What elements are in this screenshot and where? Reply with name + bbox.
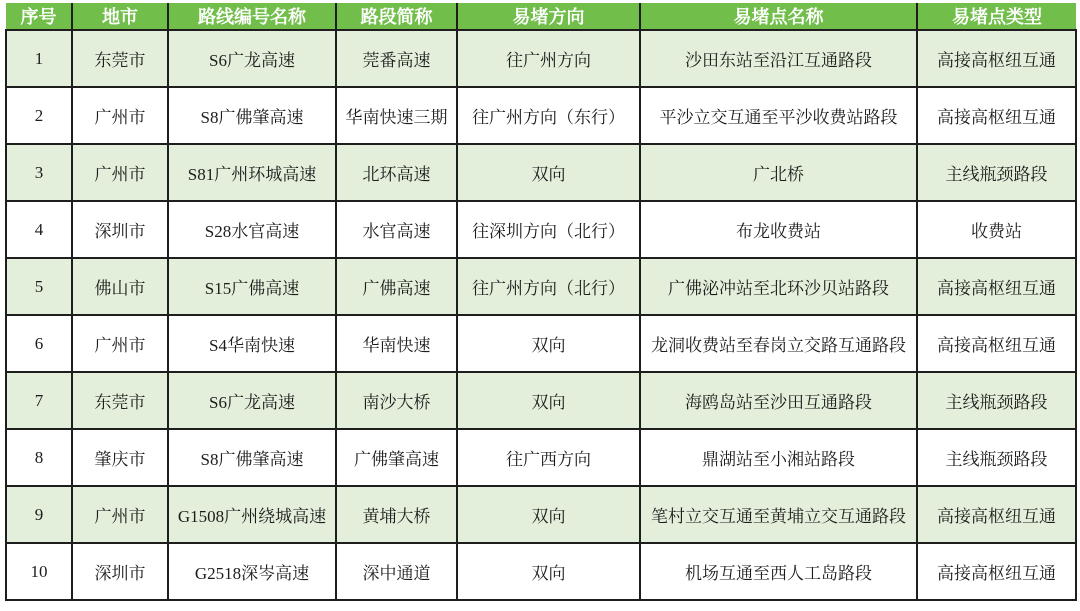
table-cell: S81广州环城高速	[168, 144, 336, 201]
table-cell: 广州市	[72, 87, 168, 144]
table-cell: 华南快速三期	[336, 87, 457, 144]
table-cell: 龙洞收费站至春岗立交路互通路段	[640, 315, 917, 372]
table-row	[6, 258, 1076, 315]
table-cell: 7	[6, 372, 72, 429]
table-cell: S28水官高速	[168, 201, 336, 258]
table-cell: G2518深岑高速	[168, 543, 336, 600]
table-cell: 6	[6, 315, 72, 372]
table-cell: 笔村立交互通至黄埔立交互通路段	[640, 486, 917, 543]
table-cell: 收费站	[917, 201, 1076, 258]
table-cell: 双向	[457, 543, 640, 600]
congestion-points-table-wrap	[5, 3, 1075, 601]
table-cell: 高接高枢纽互通	[917, 87, 1076, 144]
table-cell: 南沙大桥	[336, 372, 457, 429]
column-header: 路线编号名称	[168, 3, 336, 30]
table-cell: 5	[6, 258, 72, 315]
column-header: 地市	[72, 3, 168, 30]
table-cell: 3	[6, 144, 72, 201]
header-row	[6, 3, 1076, 30]
table-cell: 广北桥	[640, 144, 917, 201]
table-cell: 北环高速	[336, 144, 457, 201]
table-cell: S6广龙高速	[168, 30, 336, 87]
table-cell: 双向	[457, 372, 640, 429]
table-cell: S4华南快速	[168, 315, 336, 372]
table-cell: 往广西方向	[457, 429, 640, 486]
table-row	[6, 486, 1076, 543]
table-cell: 双向	[457, 144, 640, 201]
table-cell: 双向	[457, 486, 640, 543]
column-header: 易堵方向	[457, 3, 640, 30]
table-cell: 广州市	[72, 315, 168, 372]
table-cell: 沙田东站至沿江互通路段	[640, 30, 917, 87]
table-cell: 8	[6, 429, 72, 486]
table-cell: 华南快速	[336, 315, 457, 372]
table-body	[6, 30, 1076, 600]
table-cell: 2	[6, 87, 72, 144]
table-row	[6, 87, 1076, 144]
table-cell: G1508广州绕城高速	[168, 486, 336, 543]
table-row	[6, 144, 1076, 201]
table-cell: 高接高枢纽互通	[917, 30, 1076, 87]
table-cell: 广州市	[72, 144, 168, 201]
table-row	[6, 315, 1076, 372]
column-header: 序号	[6, 3, 72, 30]
table-header	[6, 3, 1076, 30]
table-cell: 平沙立交互通至平沙收费站路段	[640, 87, 917, 144]
table-cell: 主线瓶颈路段	[917, 429, 1076, 486]
table-cell: 水官高速	[336, 201, 457, 258]
table-cell: 佛山市	[72, 258, 168, 315]
table-cell: 4	[6, 201, 72, 258]
table-cell: 机场互通至西人工岛路段	[640, 543, 917, 600]
table-cell: 深中通道	[336, 543, 457, 600]
column-header: 路段简称	[336, 3, 457, 30]
table-cell: 布龙收费站	[640, 201, 917, 258]
table-cell: 广佛泌冲站至北环沙贝站路段	[640, 258, 917, 315]
table-cell: 肇庆市	[72, 429, 168, 486]
table-cell: 广佛高速	[336, 258, 457, 315]
table-cell: 9	[6, 486, 72, 543]
table-cell: 往广州方向	[457, 30, 640, 87]
table-cell: 海鸥岛站至沙田互通路段	[640, 372, 917, 429]
table-row	[6, 429, 1076, 486]
table-cell: S8广佛肇高速	[168, 429, 336, 486]
table-cell: 往广州方向（北行）	[457, 258, 640, 315]
table-cell: 广佛肇高速	[336, 429, 457, 486]
table-row	[6, 201, 1076, 258]
table-cell: 往广州方向（东行）	[457, 87, 640, 144]
table-cell: 广州市	[72, 486, 168, 543]
table-cell: 高接高枢纽互通	[917, 315, 1076, 372]
column-header: 易堵点名称	[640, 3, 917, 30]
table-cell: 莞番高速	[336, 30, 457, 87]
table-cell: 主线瓶颈路段	[917, 372, 1076, 429]
table-row	[6, 372, 1076, 429]
table-cell: 往深圳方向（北行）	[457, 201, 640, 258]
table-cell: S8广佛肇高速	[168, 87, 336, 144]
table-cell: 东莞市	[72, 30, 168, 87]
table-cell: 双向	[457, 315, 640, 372]
table-cell: 高接高枢纽互通	[917, 258, 1076, 315]
table-cell: 东莞市	[72, 372, 168, 429]
table-cell: 1	[6, 30, 72, 87]
table-cell: 10	[6, 543, 72, 600]
column-header: 易堵点类型	[917, 3, 1076, 30]
table-cell: 深圳市	[72, 543, 168, 600]
table-row	[6, 543, 1076, 600]
table-cell: 深圳市	[72, 201, 168, 258]
table-cell: 高接高枢纽互通	[917, 486, 1076, 543]
table-cell: 黄埔大桥	[336, 486, 457, 543]
table-cell: S6广龙高速	[168, 372, 336, 429]
table-row	[6, 30, 1076, 87]
table-cell: 鼎湖站至小湘站路段	[640, 429, 917, 486]
congestion-points-table	[5, 3, 1077, 601]
table-cell: S15广佛高速	[168, 258, 336, 315]
table-cell: 高接高枢纽互通	[917, 543, 1076, 600]
table-cell: 主线瓶颈路段	[917, 144, 1076, 201]
